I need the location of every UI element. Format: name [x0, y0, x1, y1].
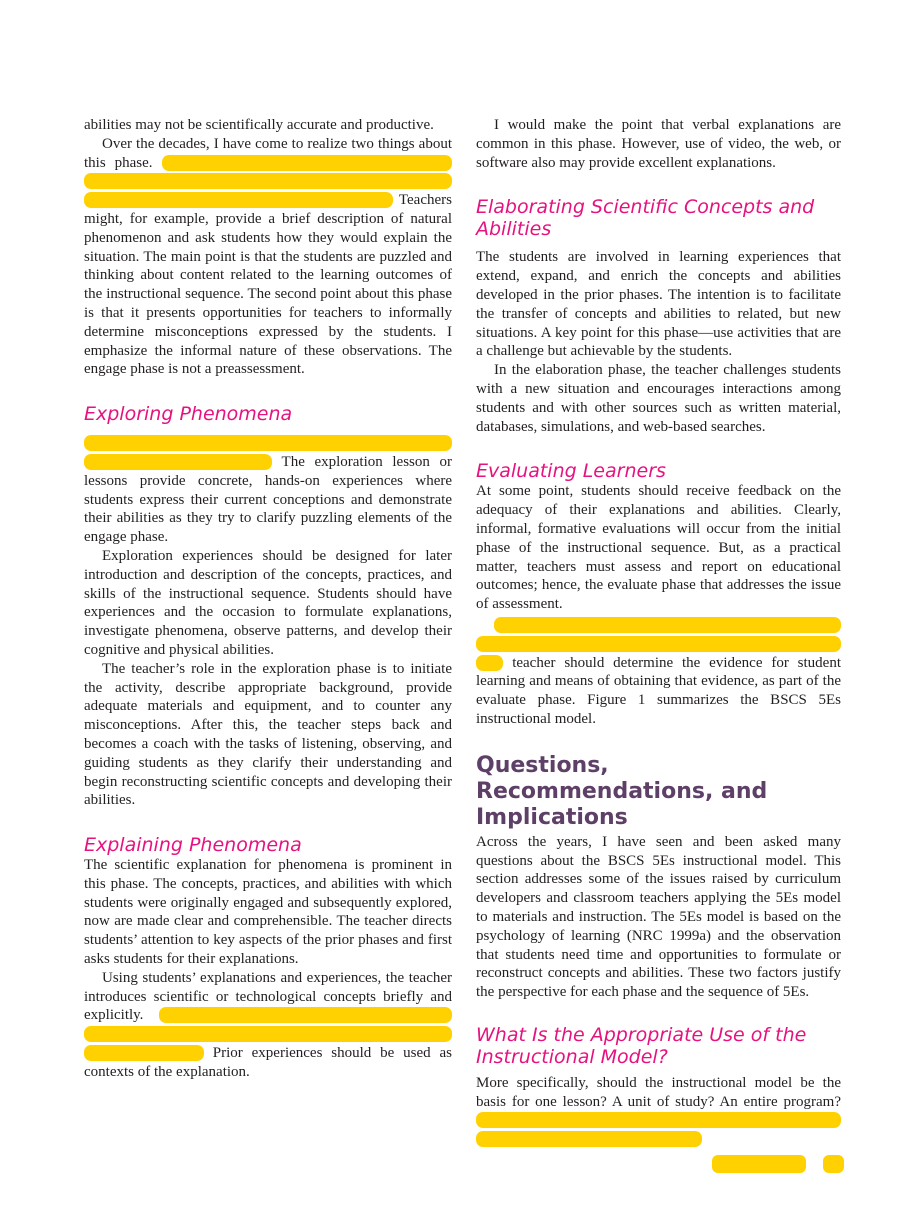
- section-heading: Explaining Phenomena: [84, 834, 302, 857]
- paragraph: I would make the point that verbal explanations are common in this phase. However, use of video, the web, or software also may provide excellent explanations.: [476, 117, 841, 171]
- highlight: [476, 1112, 841, 1147]
- paragraph: More specifically, should the instructional model be the basis for one lesson? A unit of study? An entire program?: [476, 1074, 841, 1149]
- paragraph: In the elaboration phase, the teacher challenges students with a new situation and encourages interactions among students and with other sources such as written material, databases, simulations, and web-based searches.: [476, 362, 841, 435]
- section-heading: Exploring Phenomena: [84, 403, 293, 426]
- paragraph: The exploration lesson or lessons provide concrete, hands-on experiences where students express their current conceptions and demonstrate their abilities as they try to clarify puzzling elements of the engage phase.: [84, 434, 452, 547]
- paragraph: teacher should determine the evidence for student learning and means of obtaining that evidence, as part of the evaluate phase. Figure 1 summarizes the BSCS 5Es instructional model.: [476, 616, 841, 729]
- paragraph: Using students’ explanations and experiences, the teacher introduces scientific or technological concepts briefly and explicitly. Prior experiences should be used as contexts of the explanation.: [84, 969, 452, 1080]
- section-heading: Evaluating Learners: [476, 460, 666, 483]
- left-column: [84, 116, 452, 1082]
- major-heading: Questions, Recommendations, and Implications: [476, 752, 768, 830]
- footer-journal-title: [712, 1155, 806, 1173]
- paragraph: The scientific explanation for phenomena is prominent in this phase. The concepts, practices, and abilities with which students were originally engaged and subsequently explored, now are made clear and comprehensible. The teacher directs students’ attention to key aspects of the prior phases and first asks students for their explanations.: [84, 857, 452, 968]
- page-number: [823, 1155, 844, 1173]
- paragraph: Exploration experiences should be designed for later introduction and description of the concepts, practices, and skills of the instructional sequence. Students should have experiences and the occasion to formulate explanations, investigate phenomena, observe patterns, and develop their cognitive and physical abilities.: [84, 547, 452, 658]
- section-heading: What Is the Appropriate Use of the Instructional Model?: [476, 1023, 807, 1068]
- paragraph: Over the decades, I have come to realize two things about this phase. Teachers might, for example, provide a brief description of natural phenomenon and ask students how they would explain the situation. The main point is that the students are puzzled and thinking about content related to the learning outcomes of the instructional sequence. The second point about this phase is that it presents opportunities for teachers to informally determine misconceptions expressed by the students. I emphasize the informal nature of these observations. The engage phase is not a preassessment.: [84, 135, 452, 378]
- section-heading: Elaborating Scientific Concepts and Abilities: [476, 196, 815, 241]
- paragraph: The teacher’s role in the exploration phase is to initiate the activity, describe appropriate background, provide adequate materials and equipment, and to counter any misconceptions. After this, the teacher steps back and becomes a coach with the tasks of listening, observing, and guiding students as they clarify their understanding and begin reconstructing scientific concepts and developing their abilities.: [84, 660, 452, 809]
- paragraph: abilities may not be scientifically accurate and productive.: [84, 117, 434, 133]
- paragraph: Across the years, I have seen and been asked many questions about the BSCS 5Es instructional model. This section addresses some of the issues raised by curriculum developers and classroom teachers applying the 5Es model to materials and instruction. The 5Es model is based on the psychology of learning (NRC 1999a) and the observation that students need time and opportunities to formulate or reconstruct concepts and abilities. These two factors justify the perspective for each phase and the sequence of 5Es.: [476, 833, 841, 1001]
- right-column: [476, 116, 841, 1149]
- paragraph: The students are involved in learning experiences that extend, expand, and enrich the concepts and abilities developed in the prior phases. The intention is to facilitate the transfer of concepts and abilities to related, but new situations. A key point for this phase—use activities that are a challenge but achievable by the students.: [476, 249, 841, 360]
- paragraph: At some point, students should receive feedback on the adequacy of their explanations and abilities. Clearly, informal, formative evaluations will occur from the initial phase of the instructional sequence. But, as a practical matter, teachers must assess and report on educational outcomes; hence, the evaluate phase that addresses the issue of assessment.: [476, 483, 841, 613]
